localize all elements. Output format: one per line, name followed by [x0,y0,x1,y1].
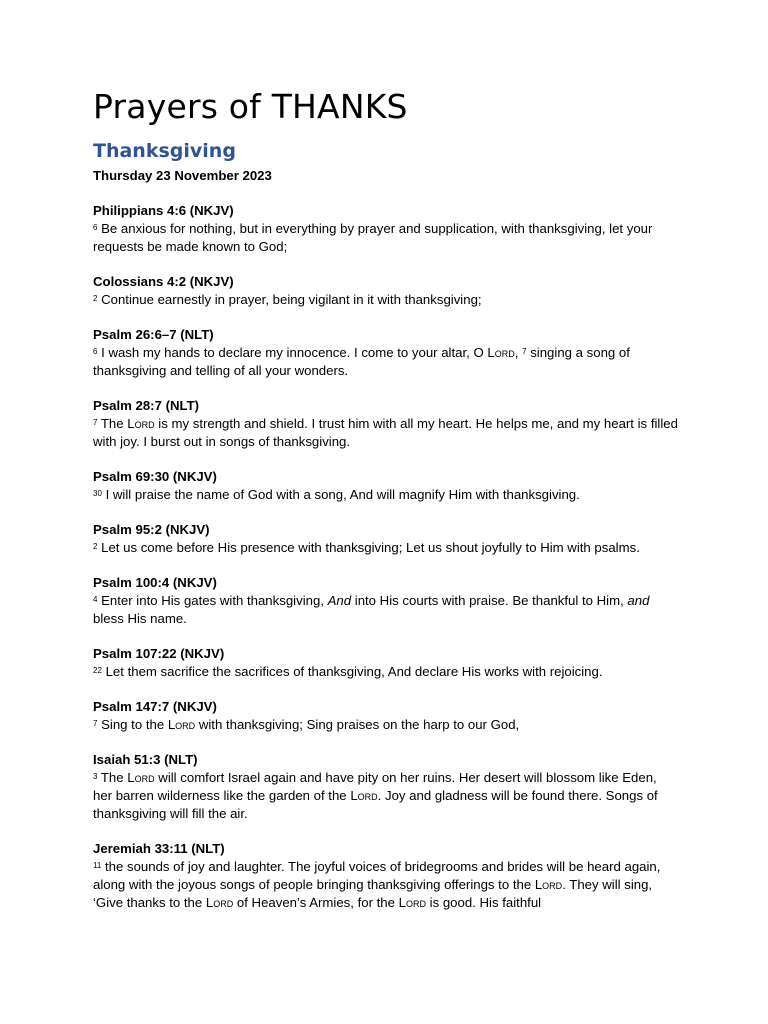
passage [93,273,678,309]
passage [93,645,678,681]
verse-number: 7 [522,347,527,356]
passage [93,202,678,256]
passage-reference: Jeremiah 33:11 (NLT) [93,841,225,856]
passage-text: $^{11}$ the sounds of joy and laughter. The joyful voices of bridegrooms and brides will be heard again, along with the joyous songs of people bringing thanksgiving offerings to the Lord. They will sing, ‘Give thanks to the Lord of Heaven’s Armies, for the Lord is good. His faithful [93,859,661,910]
divine-name: Lord [205,895,234,910]
verse-number: 11 [93,861,102,870]
italic-word: And [327,593,352,608]
divine-name: Lord [398,895,426,910]
passage-text: $^3$ The Lord will comfort Israel again and have pity on her ruins. Her desert will blossom like Eden, her barren wilderness like the garden of the Lord. Joy and gladness will be found there. Songs of thanksgiving will fill the air. [93,770,658,821]
passage-text: $^2$ Continue earnestly in prayer, being vigilant in it with thanksgiving; [93,292,482,307]
passage-reference: Psalm 95:2 (NKJV) [93,522,210,537]
passage-text: $^2$ Let us come before His presence with thanksgiving; Let us shout joyfully to Him with psalms. [93,540,640,555]
passage-reference: Psalm 100:4 (NKJV) [93,575,217,590]
passage-reference: Psalm 69:30 (NKJV) [93,469,217,484]
passage-text: $^6$ Be anxious for nothing, but in everything by prayer and supplication, with thanksgiving, let your requests be made known to God; [93,221,653,254]
passage [93,468,678,504]
passage-text: $^6$ I wash my hands to declare my innocence. I come to your altar, O Lord, $^7$ singing a song of thanksgiving and telling of all your wonders. [93,345,630,378]
divine-name: Lord [127,770,155,785]
passage [93,840,678,912]
verse-number: 3 [93,772,98,781]
verse-number: 7 [93,719,98,728]
verse-number: 2 [93,294,98,303]
passage [93,574,678,628]
passage-reference: Philippians 4:6 (NKJV) [93,203,234,218]
passage [93,521,678,557]
passage-reference: Psalm 147:7 (NKJV) [93,699,217,714]
document-subtitle: Thanksgiving [93,140,236,162]
passage [93,397,678,451]
passage-reference: Isaiah 51:3 (NLT) [93,752,198,767]
verse-number: 4 [93,595,98,604]
divine-name: Lord [127,416,155,431]
verse-number: 30 [93,489,102,498]
passage [93,751,678,823]
passage-list [93,202,678,912]
verse-number: 6 [93,223,98,232]
verse-number: 2 [93,542,98,551]
passage-text: $^7$ Sing to the Lord with thanksgiving; Sing praises on the harp to our God, [93,717,520,732]
passage-reference: Psalm 26:6–7 (NLT) [93,327,214,342]
passage-text: $^{30}$ I will praise the name of God with a song, And will magnify Him with thanksgiving. [93,487,580,502]
divine-name: Lord [350,788,378,803]
passage-reference: Psalm 28:7 (NLT) [93,398,200,413]
verse-number: 7 [93,418,98,427]
verse-number: 6 [93,347,98,356]
divine-name: Lord [487,345,515,360]
document-title: Prayers of THANKS [93,87,408,126]
divine-name: Lord [534,877,563,892]
document-page [93,86,678,912]
passage-text: $^4$ Enter into His gates with thanksgiving, And into His courts with praise. Be thankful to Him, and bless His name. [93,593,650,626]
passage-text: $^{22}$ Let them sacrifice the sacrifices of thanksgiving, And declare His works with rejoicing. [93,664,603,679]
verse-number: 22 [93,666,102,675]
divine-name: Lord [167,717,196,732]
italic-word: and [627,593,650,608]
passage-reference: Psalm 107:22 (NKJV) [93,646,225,661]
passage [93,698,678,734]
passage-reference: Colossians 4:2 (NKJV) [93,274,234,289]
passage-text: $^7$ The Lord is my strength and shield. I trust him with all my heart. He helps me, and my heart is filled with joy. I burst out in songs of thanksgiving. [93,416,678,449]
passage [93,326,678,380]
document-date: Thursday 23 November 2023 [93,168,272,183]
